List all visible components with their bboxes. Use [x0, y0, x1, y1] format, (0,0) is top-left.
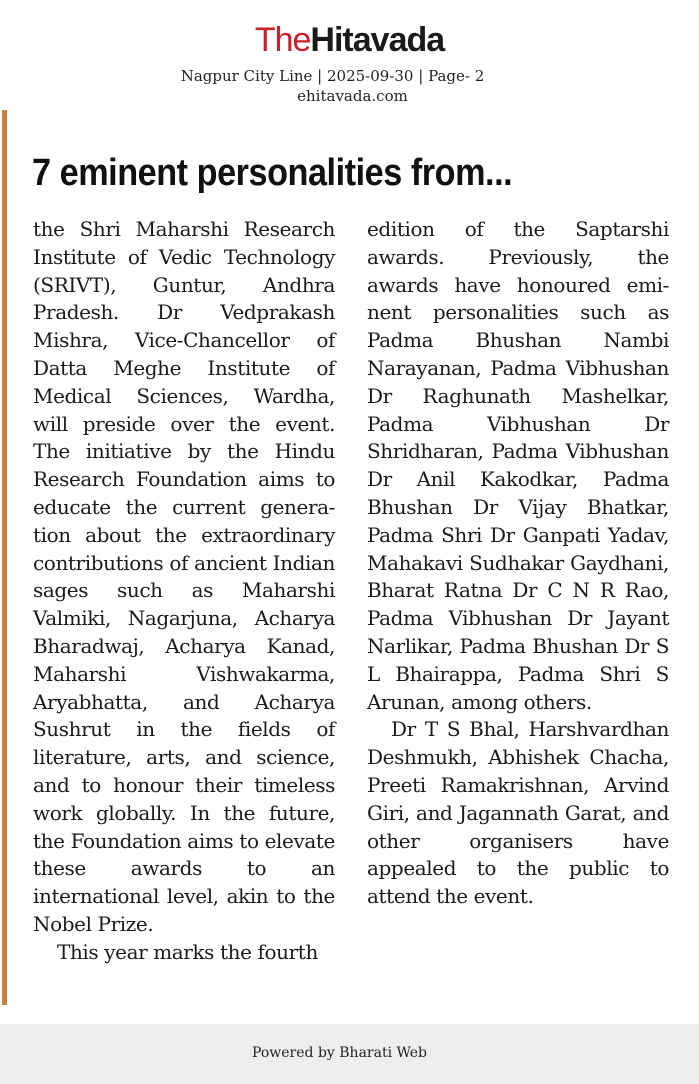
article-paragraph: the Shri Maharshi Research Institute of Vedic Technology (SRIVT), Guntur, Andhra Pradesh. Dr Vedprakash Mishra, Vice-Chancellor of Datta Meghe Institute of Medical Sciences, Wardha, will preside over the event. The initiative by the Hindu Research Foundation aims to educate the current genera-tion about the extraordinary contributions of ancient Indian sages such as Maharshi Valmiki, Nagarjuna, Acharya Bharadwaj, Acharya Kanad, Maharshi Vishwakarma, Aryabhatta, and Acharya Sushrut in the fields of literature, arts, and science, and to honour their timeless work globally. In the future, the Foundation aims to elevate these awards to an international level, akin to the Nobel Prize.: [33, 217, 335, 936]
footer-credit: Powered by Bharati Web: [252, 1045, 427, 1061]
article-headline: 7 eminent personalities from...: [32, 152, 513, 194]
article-column-left: [33, 216, 335, 967]
edition-date-page: Nagpur City Line | 2025-09-30 | Page- 2: [180, 67, 485, 85]
article-column-right: [367, 216, 669, 911]
article-clipping: [0, 110, 699, 1005]
article-paragraph: edition of the Saptarshi awards. Previously, the awards have honoured emi-nent personalities such as Padma Bhushan Nambi Narayanan, Padma Vibhushan Dr Raghunath Mashelkar, Padma Vibhushan Dr Shridharan, Padma Vibhushan Dr Anil Kakodkar, Padma Bhushan Dr Vijay Bhatkar, Padma Shri Dr Ganpati Yadav, Mahakavi Sudhakar Gaydhani, Bharat Ratna Dr C N R Rao, Padma Vibhushan Dr Jayant Narlikar, Padma Bhushan Dr S L Bhairappa, Padma Shri S Arunan, among others.: [367, 217, 669, 714]
masthead: [0, 0, 699, 110]
accent-bar: [2, 110, 7, 1005]
article-paragraph: Dr T S Bhal, Harshvardhan Deshmukh, Abhishek Chacha, Preeti Ramakrishnan, Arvind Giri, and Jagannath Garat, and other organisers have appealed to the public to attend the event.: [367, 717, 669, 909]
footer-bar: [0, 1024, 699, 1084]
hitavada-logo[interactable]: [0, 20, 699, 60]
article-paragraph: This year marks the fourth: [57, 939, 318, 964]
logo-name: Hitavada: [310, 21, 445, 59]
logo-prefix: The: [254, 21, 311, 59]
site-link[interactable]: ehitavada.com: [297, 87, 408, 105]
